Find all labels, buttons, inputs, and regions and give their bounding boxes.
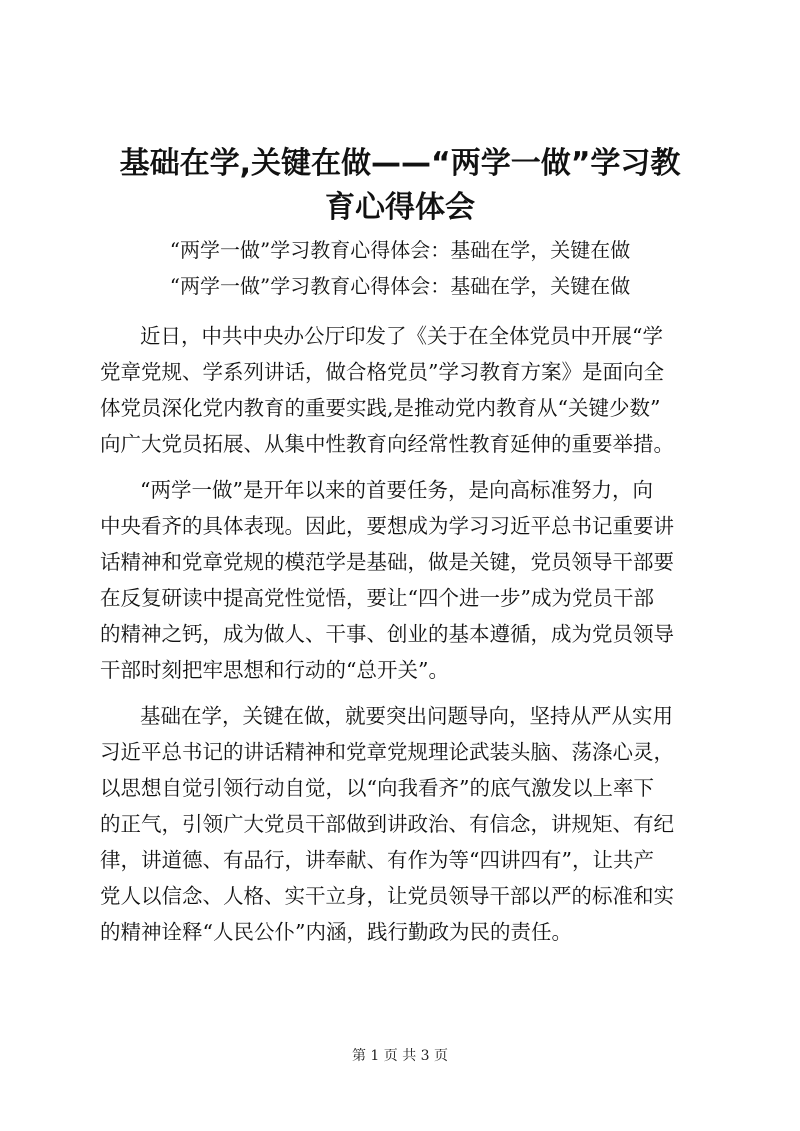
document-title-line-2: 育心得体会: [325, 190, 475, 225]
paragraph-1-line-3: 体党员深化党内教育的重要实践,是推动党内教育从“关键少数”: [100, 396, 661, 420]
paragraph-3-line-6: 党人以信念、人格、实干立身，让党员领导干部以严的标准和实: [100, 884, 674, 908]
document-subtitle-1: “两学一做”学习教育心得体会：基础在学，关键在做: [169, 238, 631, 262]
paragraph-1-line-4: 向广大党员拓展、从集中性教育向经常性教育延伸的重要举措。: [100, 432, 674, 456]
paragraph-3-line-1: 基础在学，关键在做，就要突出问题导向，坚持从严从实用: [140, 704, 673, 728]
paragraph-3-line-2: 习近平总书记的讲话精神和党章党规理论武装头脑、荡涤心灵，: [100, 740, 674, 764]
paragraph-2-line-4: 在反复研读中提高党性觉悟，要让“四个进一步”成为党员干部: [100, 586, 654, 610]
paragraph-2-line-3: 话精神和党章党规的模范学是基础，做是关键，党员领导干部要: [100, 550, 674, 574]
paragraph-1-line-1: 近日，中共中央办公厅印发了《关于在全体党员中开展“学: [140, 324, 663, 348]
paragraph-3-line-3: 以思想自觉引领行动自觉，以“向我看齐”的底气激发以上率下: [100, 776, 654, 800]
paragraph-3-line-5: 律，讲道德、有品行，讲奉献、有作为等“四讲四有”，让共产: [100, 848, 654, 872]
paragraph-2-line-2: 中央看齐的具体表现。因此，要想成为学习习近平总书记重要讲: [100, 514, 674, 538]
paragraph-2-line-5: 的精神之钙，成为做人、干事、创业的基本遵循，成为党员领导: [100, 622, 674, 646]
page-number-footer: 第 1 页 共 3 页: [351, 1048, 449, 1064]
document-subtitle-2: “两学一做”学习教育心得体会：基础在学，关键在做: [169, 274, 631, 298]
paragraph-1-line-2: 党章党规、学系列讲话，做合格党员”学习教育方案》是面向全: [100, 360, 664, 384]
document-title-line-1: 基础在学,关键在做——“两学一做”学习教: [119, 146, 681, 181]
paragraph-2-line-1: “两学一做”是开年以来的首要任务，是向高标准努力，向: [140, 478, 653, 502]
paragraph-2-line-6: 干部时刻把牢思想和行动的“总开关”。: [100, 658, 449, 682]
paragraph-3-line-7: 的精神诠释“人民公仆”内涵，践行勤政为民的责任。: [100, 920, 572, 944]
paragraph-3-line-4: 的正气，引领广大党员干部做到讲政治、有信念，讲规矩、有纪: [100, 812, 674, 836]
